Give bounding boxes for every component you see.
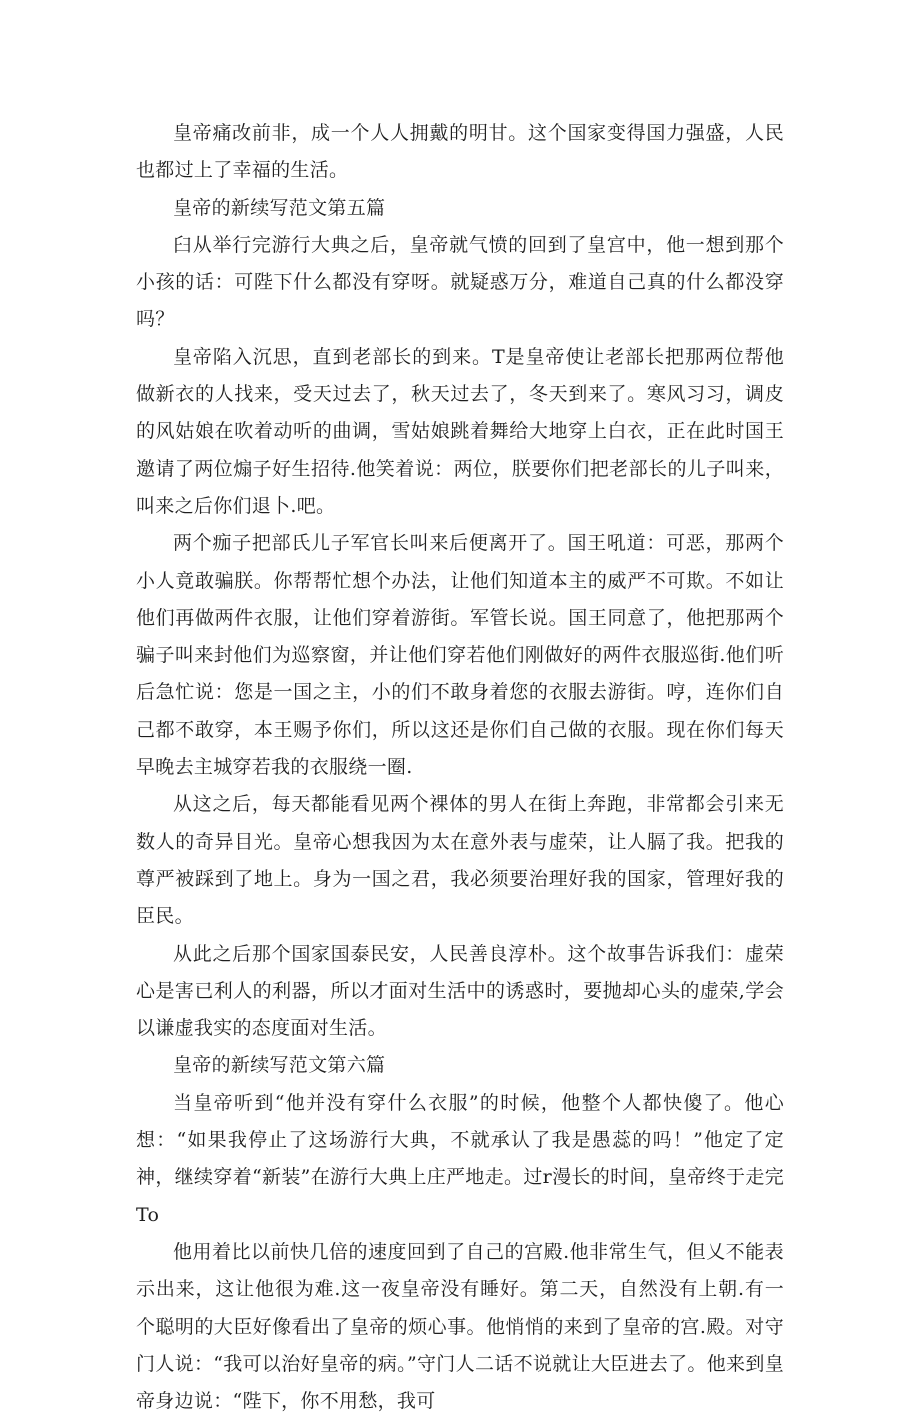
paragraph: 从这之后，每天都能看见两个裸体的男人在街上奔跑，非常都会引来无数人的奇异目光。皇帝心想我因为太在意外表与虚荣，让人膈了我。把我的尊严被踩到了地上。身为一国之君，我必须要治理好我的国家，管理好我的臣民。: [136, 793, 784, 928]
paragraph: 从此之后那个国家国泰民安，人民善良淳朴。这个故事告诉我们：虚荣心是害已利人的利器，所以才面对生活中的诱惑时，要抛却心头的虚荣,学会以谦虚我实的态度面对生活。: [136, 942, 784, 1040]
document-body: [136, 115, 784, 1420]
section-heading: 皇帝的新续写范文第五篇: [173, 196, 386, 219]
paragraph: 他用着比以前快几倍的速度回到了自己的宫殿.他非常生气，但乂不能表示出来，这让他很为难.这一夜皇帝没有睡好。第二天，自然没有上朝.有一个聪明的大臣好像看出了皇帝的烦心事。他悄悄的来到了皇帝的宫.殿。对守门人说：“我可以治好皇帝的病。”守门人二话不说就让大臣进去了。他来到皇帝身边说：“陛下，你不用愁，我可: [136, 1240, 784, 1413]
paragraph: 两个痂子把部氏儿子军官长叫来后便离开了。国王吼道：可恶，那两个小人竟敢骗朕。你帮帮忙想个办法，让他们知道本主的威严不可欺。不如让他们再做两件衣服，让他们穿着游街。军管长说。国王同意了，他把那两个骗子叫来封他们为巡察窗，并让他们穿若他们刚做好的两件衣服巡街.他们听后急忙说：您是一国之主，小的们不敢身着您的衣服去游街。哼，连你们自己都不敢穿，本王赐予你们，所以这还是你们自己做的衣服。现在你们每天早晚去主城穿若我的衣服绕一圈.: [136, 532, 784, 779]
paragraph: 皇帝痛改前非，成一个人人拥戴的明甘。这个国家变得国力强盛，人民也都过上了幸福的生活。: [136, 122, 784, 182]
paragraph: 当皇帝听到“他并没有穿什么衣服”的时候，他整个人都快傻了。他心想：“如果我停止了这场游行大典，不就承认了我是愚蕊的吗！”他定了定神，继续穿着“新装”在游行大典上庄严地走。过r漫长的时间，皇帝终于走完To: [136, 1091, 784, 1226]
section-heading: 皇帝的新续写范文第六篇: [173, 1054, 386, 1077]
paragraph: 皇帝陷入沉思，直到老部长的到来。T是皇帝使让老部长把那两位帮他做新衣的人找来，受天过去了，秋天过去了，冬天到来了。寒风习习，调皮的风姑娘在吹着动听的曲调，雪姑娘跳着舞给大地穿上白衣，正在此时国王邀请了两位煽子好生招待.他笑着说：两位，朕要你们把老部长的儿子叫来，叫来之后你们退卜.吧。: [136, 345, 784, 517]
paragraph: 臼从举行完游行大典之后，皇帝就气愤的回到了皇宫中，他一想到那个小孩的话：可陛下什么都没有穿呀。就疑惑万分，难道自己真的什么都没穿吗？: [136, 233, 784, 331]
